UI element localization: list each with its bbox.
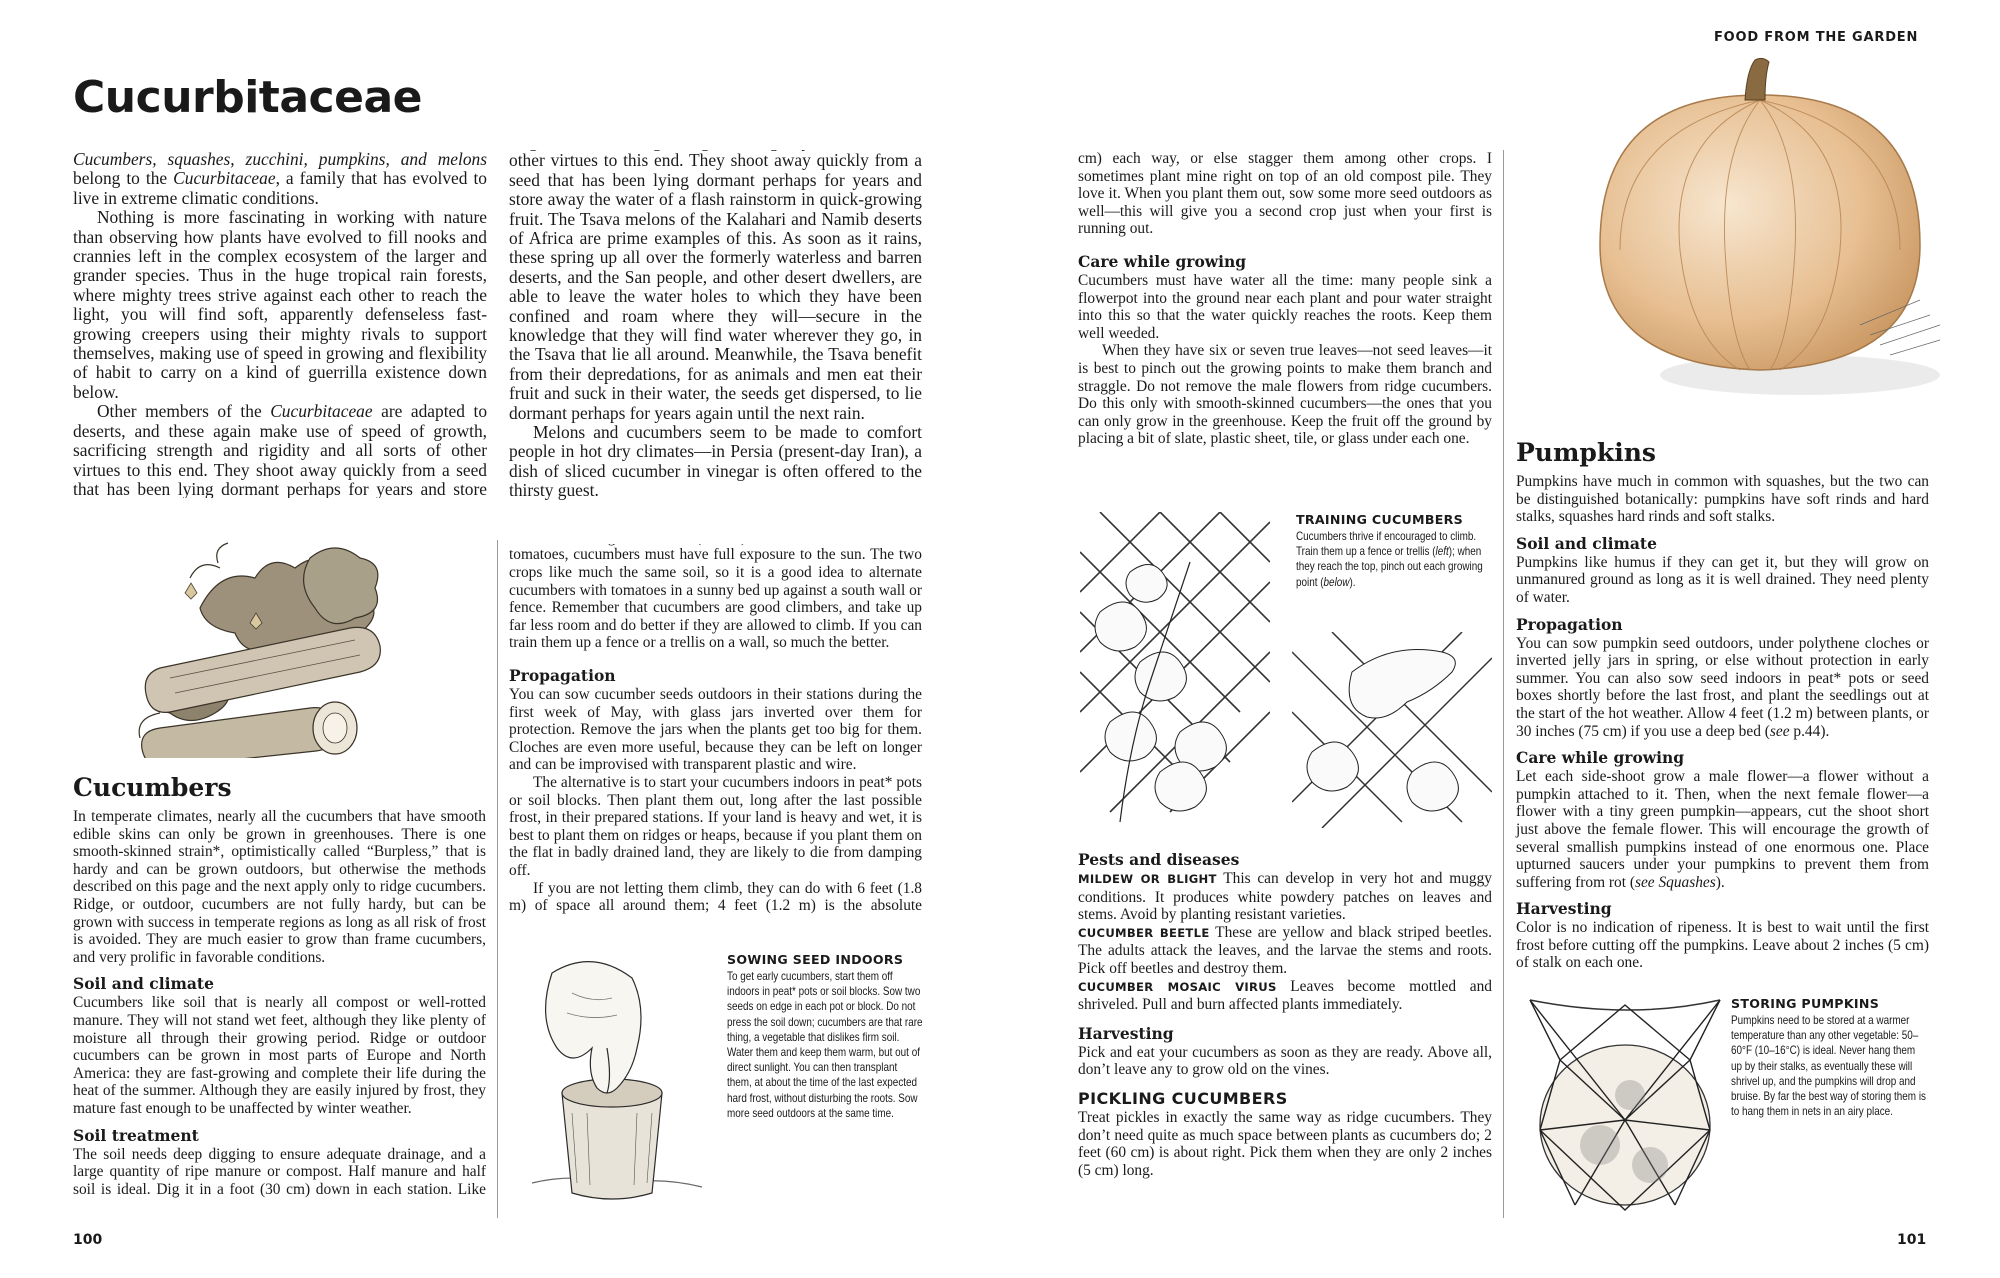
cucumbers-propagation-text-1: You can sow cucumber seeds outdoors in their stations during the first week of May, with glass jars inverted over them for protection. Remove the jars when the plants get too big for them. Cloches are even more useful, because they can be left on longer and can be improvised with transparent plastic and wire. [509, 686, 922, 774]
cucumbers-soil-heading: Soil and climate [73, 974, 214, 994]
pumpkins-soil-heading: Soil and climate [1516, 533, 1657, 553]
pumpkins-soil-text: Pumpkins like humus if they can get it, but they will grow on unmanured ground as long as it is well drained. They need plenty of water. [1516, 553, 1929, 606]
training-box [1296, 512, 1492, 590]
storing-pumpkins-text: Pumpkins need to be stored at a warmer temperature than any other vegetable: 50–60°F (10–16°C) is ideal. Never hang them up by their stalks, as eventually these will shrivel up, and the pumpkins will drop and bruise. By far the best way of storing them is to hang them in nets in an airy place. [1731, 1013, 1926, 1119]
cucumbers-harvesting-heading: Harvesting [1078, 1023, 1174, 1043]
page-number-right: 101 [1897, 1232, 1927, 1248]
pumpkins-propagation-text: You can sow pumpkin seed outdoors, under polythene cloches or inverted jelly jars in spring, or else without protection in early summer. You can also sow seed indoors in peat* pots or seed boxes shortly before the last frost, and plant the seedlings out at the start of the hot weather. Allow 4 feet (1.2 m) between plants, or 30 inches (75 cm) if you use a deep bed (see p.44). [1516, 634, 1929, 740]
storing-pumpkins-title: STORING PUMPKINS [1731, 996, 1880, 1011]
cucumbers-soil-treatment-continued: tomatoes, cucumbers must have full exposure to the sun. The two crops like much the same soil, so it is a good idea to alternate cucumbers with tomatoes in a sunny bed up against a south wall or fence. Remember that cucumbers are good climbers, and take up far less room and do better if they are allowed to climb. If you can train them up a fence or a trellis on a wall, so much the better. [509, 546, 922, 652]
pinching-illustration [1292, 632, 1492, 828]
cucumbers-pests-heading: Pests and diseases [1078, 850, 1240, 869]
page-number-left: 100 [73, 1232, 103, 1248]
sowing-seed-box [727, 952, 923, 1121]
pumpkins-harvesting-text: Color is no indication of ripeness. It is best to wait until the first frost before cutting off the pumpkins. Leave about 2 inches (5 cm) of stalk on each one. [1516, 919, 1929, 972]
pumpkin-net-illustration [1520, 995, 1730, 1220]
pest-mildew: MILDEW OR BLIGHT This can develop in very hot and muggy conditions. It produces white powdery patches on leaves and stems. Avoid by planting resistant varieties. [1078, 870, 1492, 924]
cucumbers-column-3-lower [1078, 850, 1492, 1179]
pickling-cucumbers-heading: PICKLING CUCUMBERS [1078, 1088, 1288, 1108]
intro-paragraph-3: Other members of the Cucurbitaceae are adapted to deserts, and these again make use of speed of growth, sacrificing strength and rigidity and all sorts of other virtues to this end. They shoot away quickly from a seed that has been lying dormant perhaps for years and store [73, 402, 487, 499]
cucumbers-soil-treatment-heading: Soil treatment [73, 1125, 199, 1145]
training-title: TRAINING CUCUMBERS [1296, 512, 1464, 527]
running-head: FOOD FROM THE GARDEN [1714, 30, 1919, 45]
pumpkins-care-text: Let each side-shoot grow a male flower—a flower without a pumpkin attached to it. Then, when the next female flower—a flower with a tiny green pumpkin—appears, cut the shoot short just above the female flower. This will encourage the growth of several smallish pumpkins instead of one enormous one. Place upturned saucers under your pumpkins to prevent them from suffering from rot (see Squashes). [1516, 768, 1929, 891]
column-rule [497, 540, 498, 1218]
sowing-seed-illustration [512, 953, 712, 1215]
intro-column-2 [509, 150, 922, 501]
column-rule-right [1503, 150, 1504, 1218]
cucumbers-heading: Cucumbers [73, 773, 232, 802]
pumpkins-care-heading: Care while growing [1516, 748, 1685, 768]
pumpkins-heading: Pumpkins [1516, 438, 1656, 467]
intro-paragraph-4: Melons and cucumbers seem to be made to comfort people in hot dry climates—in Persia (present-day Iran), a dish of sliced cucumber in vinegar is often offered to the thirsty guest. [509, 422, 922, 501]
cucumbers-propagation-heading: Propagation [509, 666, 616, 685]
storing-pumpkins-box [1731, 996, 1927, 1119]
cucumbers-propagation-text-2: The alternative is to start your cucumbers indoors in peat* pots or soil blocks. Then plant them out, long after the last possible frost, in their prepared stations. If your land is heavy and wet, it is best to plant them on ridges or heaps, because if you plant them on the flat in badly drained land, they are likely to die from damping off. [509, 773, 922, 879]
pest-mosaic-virus: CUCUMBER MOSAIC VIRUS Leaves become mottled and shriveled. Pull and burn affected plants immediately. [1078, 977, 1492, 1014]
cucumbers-column-3 [1078, 150, 1492, 448]
intro-paragraph-1: Cucumbers, squashes, zucchini, pumpkins, and melons belong to the Cucurbitaceae, a family that has evolved to live in extreme climatic conditions. [73, 149, 487, 208]
cucumbers-intro: In temperate climates, nearly all the cucumbers that have smooth edible skins can only be grown in greenhouses. There is one smooth-skinned strain*, optimistically called “Burpless,” that is hardy and can be grown outdoors, but otherwise the methods described on this page and the next apply only to ridge cucumbers. Ridge, or outdoor, cucumbers are not fully hardy, but can be grown with success in temperate regions as long as all risk of frost is avoided. They are much easier to grow than frame cucumbers, and very prolific in favorable conditions. [73, 808, 486, 966]
training-text: Cucumbers thrive if encouraged to climb. Train them up a fence or trellis (left); when they reach the top, pinch out each growing point (below). [1296, 529, 1483, 589]
cucumbers-care-text-1: Cucumbers must have water all the time: many people sink a flowerpot into the ground near each plant and pour water straight into this so that the water quickly reaches the roots. Keep them well weeded. [1078, 272, 1492, 342]
cucumbers-soil-treatment-text: The soil needs deep digging to ensure adequate drainage, and a large quantity of ripe manure or compost. Half manure and half soil is ideal. Dig it in a foot (30 cm) down in each station. Like [73, 1145, 486, 1198]
sowing-seed-title: SOWING SEED INDOORS [727, 952, 904, 967]
pumpkins-column [1516, 438, 1929, 972]
pumpkins-harvesting-heading: Harvesting [1516, 899, 1612, 919]
pest-cucumber-beetle: CUCUMBER BEETLE These are yellow and black striped beetles. The adults attack the leaves, and the larvae the stems and roots. Pick off beetles and destroy them. [1078, 923, 1492, 977]
pumpkins-intro: Pumpkins have much in common with squashes, but the two can be distinguished botanically: pumpkins have soft rinds and hard stalks, squashes hard rinds and soft stalks. [1516, 473, 1929, 526]
intro-column-1 [73, 150, 487, 498]
cucumber-illustration [130, 538, 430, 758]
page-title: Cucurbitaceae [73, 72, 422, 123]
cucumbers-care-text-2: When they have six or seven true leaves—not seed leaves—it is best to pinch out the growing points to make them branch and straggle. Do not remove the male flowers from ridge cucumbers. Do this only with smooth-skinned cucumbers—the ones that you can only grow in the greenhouse. Keep the fruit off the ground by placing a bit of slate, plastic sheet, tile, or glass under each one. [1078, 342, 1492, 448]
cucumbers-propagation-text-3: If you are not letting them climb, they can do with 6 feet (1.8 m) of space all around them; 4 feet (1.2 m) is the absolute [509, 879, 922, 915]
cucumbers-soil-text: Cucumbers like soil that is nearly all compost or well-rotted manure. They will not stand wet feet, although they like plenty of moisture all through their growing period. Ridge or outdoor cucumbers can be grown in most parts of Europe and North America: they are fast-growing and complete their life during the heat of the summer. Although they are easily injured by frost, they mature fast enough to be unaffected by winter weather. [73, 994, 486, 1117]
trellis-illustration [1080, 512, 1270, 827]
intro-paragraph-3-continued: other virtues to this end. They shoot away quickly from a seed that has been lying dormant perhaps for years and store away the water of a flash rainstorm in quick-growing fruit. The Tsava melons of the Kalahari and Namib deserts of Africa are prime examples of this. As soon as it rains, these spring up all over the formerly waterless and barren deserts, and the San people, and other desert dwellers, are able to leave the water holes to which they have been confined and roam where they will—secure in the knowledge that they will find water wherever they go, in the Tsava that lie all around. Meanwhile, the Tsava benefit from their depredations, for as animals and men eat their fruit and suck in their water, the seeds get dispersed, to lie dormant perhaps for years again until the next rain. [509, 150, 922, 423]
sowing-seed-text: To get early cucumbers, start them off indoors in peat* pots or soil blocks. Sow two seeds on edge in each pot or block. Do not press the soil down; cucumbers are that rare thing, a vegetable that dislikes firm soil. Water them and keep them warm, but out of direct sunlight. You can then transplant them, at about the time of the last expected hard frost, without disturbing the roots. Sow more seed outdoors at the same time. [727, 969, 923, 1120]
pumpkin-illustration [1570, 45, 1950, 435]
pickling-cucumbers-text: Treat pickles in exactly the same way as ridge cucumbers. They don’t need quite as much space between plants as cucumbers do; 2 feet (60 cm) is about right. Pick them when they are only 2 inches (5 cm) long. [1078, 1108, 1492, 1179]
cucumbers-propagation-text-3-continued: cm) each way, or else stagger them among other crops. I sometimes plant mine right on top of an old compost pile. They love it. When you plant them out, sow some more seed outdoors as well—this will give you a second crop just when your first is running out. [1078, 150, 1492, 238]
pumpkins-propagation-heading: Propagation [1516, 614, 1623, 634]
cucumbers-column-1 [73, 773, 486, 1198]
cucumbers-column-2 [509, 544, 922, 916]
cucumbers-care-heading: Care while growing [1078, 252, 1247, 271]
intro-paragraph-2: Nothing is more fascinating in working with nature than observing how plants have evolved to fill nooks and crannies left in the complex ecosystem of the larger and grander species. Thus in the huge tropical rain forests, where mighty trees strive against each other to reach the light, you will find soft, apparently defenseless fast-growing creepers using their mighty rivals to support themselves, making use of speed in growing and flexibility of habit to carry on a kind of guerrilla existence down below. [73, 207, 487, 402]
cucumbers-harvesting-text: Pick and eat your cucumbers as soon as they are ready. Above all, don’t leave any to grow old on the vines. [1078, 1043, 1492, 1079]
